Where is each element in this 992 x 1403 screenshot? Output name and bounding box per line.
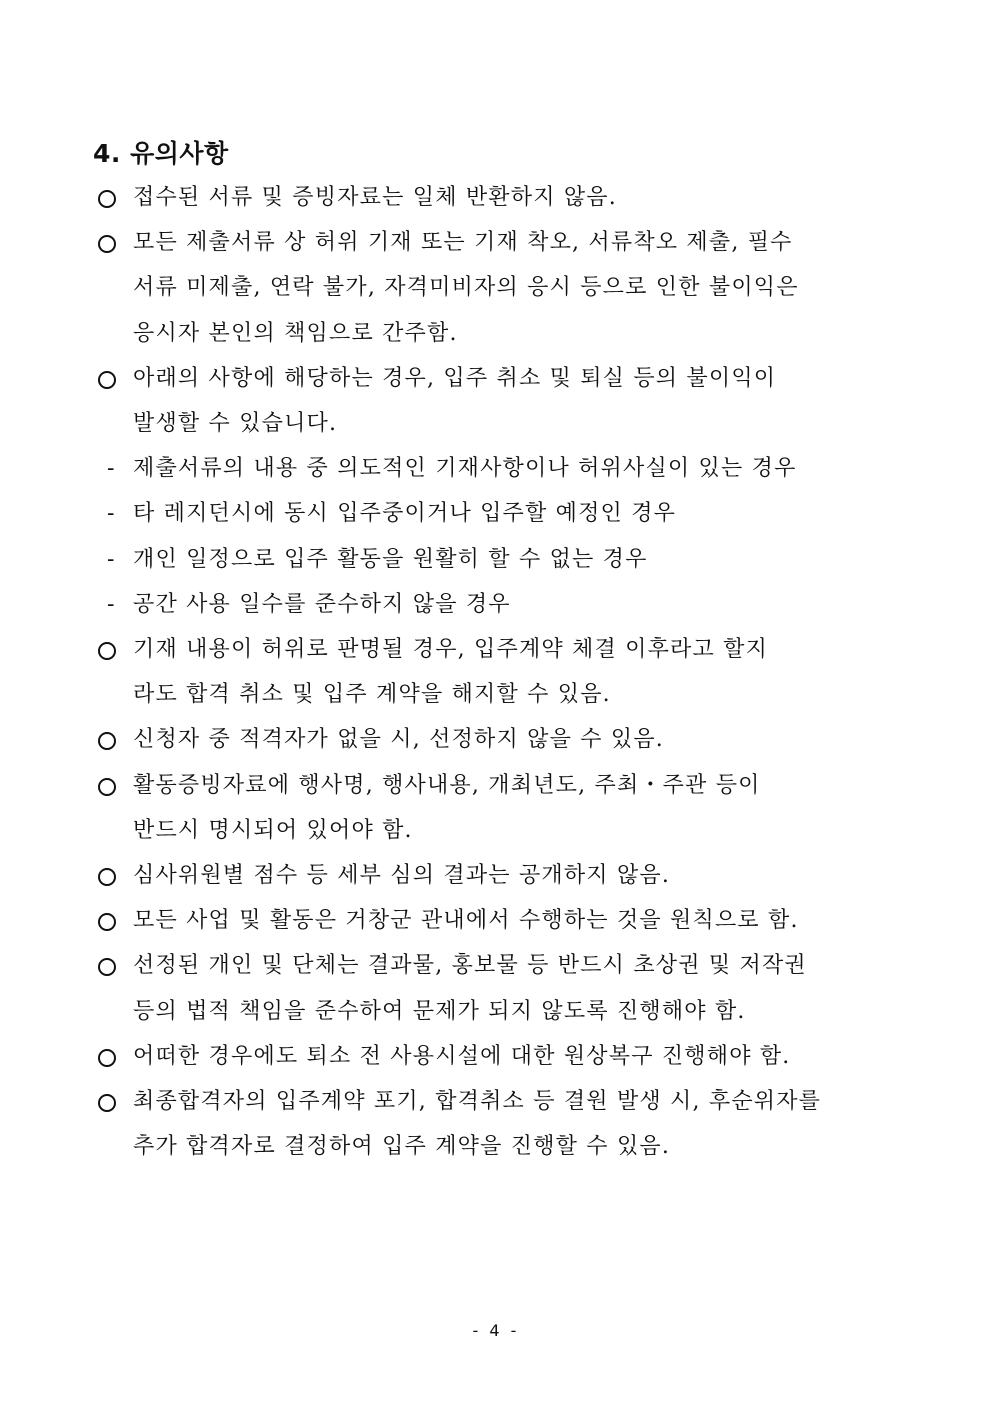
circle-bullet-icon [95,183,121,213]
notice-item-text: 신청자 중 적격자가 없을 시, 선정하지 않을 수 있음. [133,727,664,752]
circle-bullet-icon [95,725,121,755]
notice-item-text: 선정된 개인 및 단체는 결과물, 홍보물 등 반드시 초상권 및 저작권 [133,953,807,978]
circle-bullet-icon [95,1087,121,1117]
circle-bullet-icon [95,771,121,801]
circle-bullet-icon [95,635,121,665]
dash-bullet: - [107,456,116,481]
sub-item-text: 공간 사용 일수를 준수하지 않을 경우 [133,592,511,617]
notice-item-text: 발생할 수 있습니다. [133,411,338,436]
notice-item-text: 응시자 본인의 책임으로 간주함. [133,321,458,346]
notice-item-text: 접수된 서류 및 증빙자료는 일체 반환하지 않음. [133,185,617,210]
circle-bullet-icon [95,364,121,394]
notice-item-text: 기재 내용이 허위로 판명될 경우, 입주계약 체결 이후라고 할지 [133,637,769,662]
notice-item-text: 어떠한 경우에도 퇴소 전 사용시설에 대한 원상복구 진행해야 함. [133,1044,791,1069]
sub-item-text: 개인 일정으로 입주 활동을 원활히 할 수 없는 경우 [133,547,648,572]
notice-item-text: 모든 제출서류 상 허위 기재 또는 기재 착오, 서류착오 제출, 필수 [133,230,793,255]
circle-bullet-icon [95,1042,121,1072]
dash-bullet: - [107,547,116,572]
notice-item-text: 추가 합격자로 결정하여 입주 계약을 진행할 수 있음. [133,1134,671,1159]
notice-item-text: 모든 사업 및 활동은 거창군 관내에서 수행하는 것을 원칙으로 함. [133,908,799,933]
notice-item-text: 심사위원별 점수 등 세부 심의 결과는 공개하지 않음. [133,863,671,888]
sub-item-text: 제출서류의 내용 중 의도적인 기재사항이나 허위사실이 있는 경우 [133,456,797,481]
notice-item-text: 활동증빙자료에 행사명, 행사내용, 개최년도, 주최・주관 등이 [133,773,761,798]
dash-bullet: - [107,501,116,526]
circle-bullet-icon [95,951,121,981]
page-number: - 4 - [472,1321,520,1340]
notice-item-text: 서류 미제출, 연락 불가, 자격미비자의 응시 등으로 인한 불이익은 [133,275,799,300]
notice-item-text: 라도 합격 취소 및 입주 계약을 해지할 수 있음. [133,682,611,707]
notice-item-text: 반드시 명시되어 있어야 함. [133,818,413,843]
circle-bullet-icon [95,906,121,936]
circle-bullet-icon [95,861,121,891]
circle-bullet-icon [95,228,121,258]
dash-bullet: - [107,592,116,617]
notice-item-text: 아래의 사항에 해당하는 경우, 입주 취소 및 퇴실 등의 불이익이 [133,366,777,391]
notice-item-text: 최종합격자의 입주계약 포기, 합격취소 등 결원 발생 시, 후순위자를 [133,1089,822,1114]
sub-item-text: 타 레지던시에 동시 입주중이거나 입주할 예정인 경우 [133,501,677,526]
section-heading: 4. 유의사항 [93,139,229,168]
notice-item-text: 등의 법적 책임을 준수하여 문제가 되지 않도록 진행해야 함. [133,999,746,1024]
